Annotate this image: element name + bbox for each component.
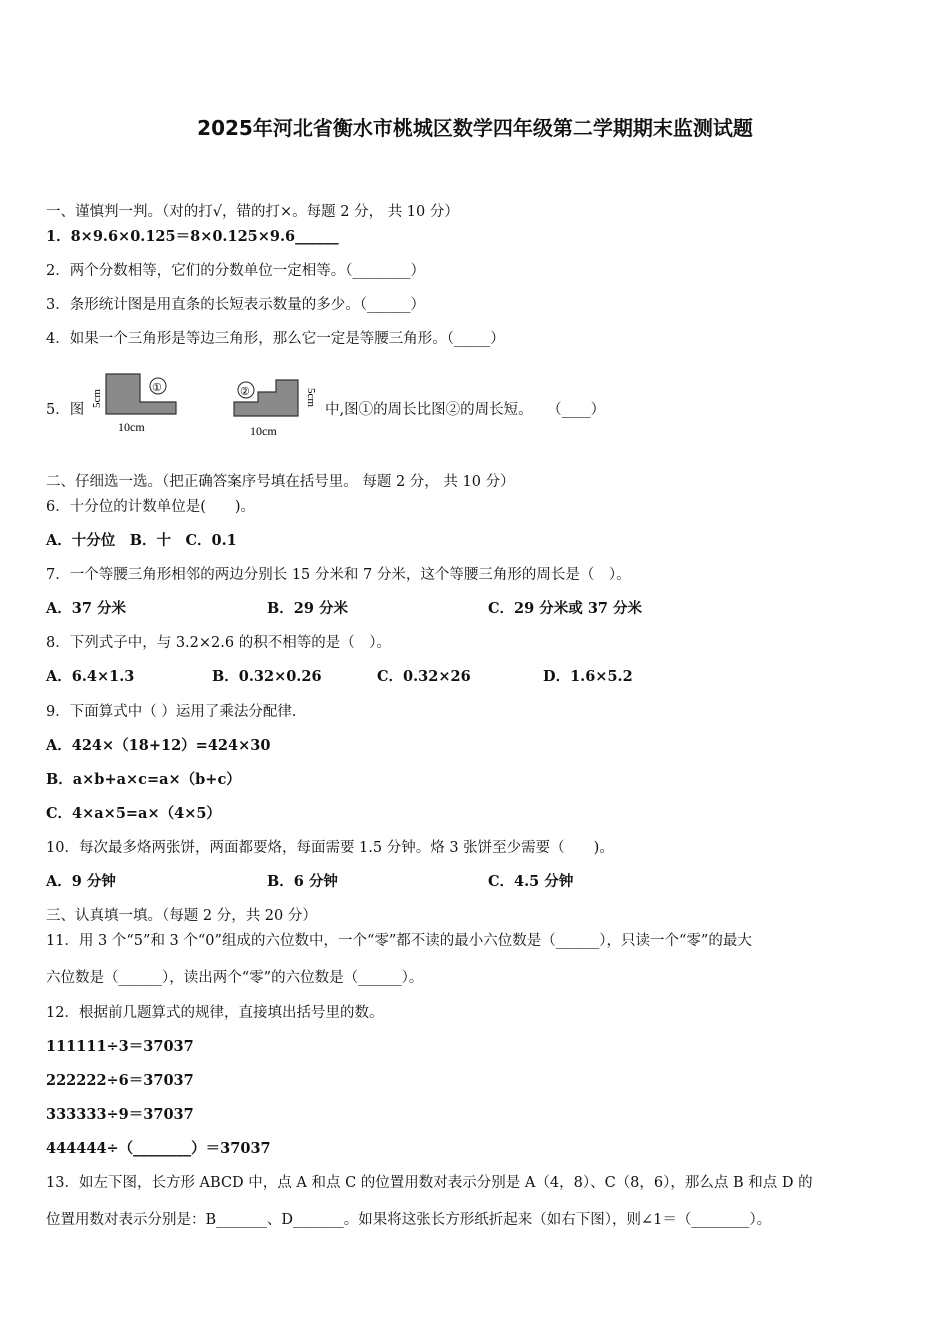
question-9: 9．下面算式中（ ）运用了乘法分配律. bbox=[46, 704, 297, 720]
question-7-option-b: B．29 分米 bbox=[267, 600, 348, 617]
section2-heading: 二、仔细选一选。（把正确答案序号填在括号里。 每题 2 分， 共 10 分） bbox=[46, 474, 515, 490]
question-5-prefix: 5．图 bbox=[46, 402, 85, 418]
question-12: 12．根据前几题算式的规律，直接填出括号里的数。 bbox=[46, 1005, 384, 1021]
question-12-line-4: 444444÷（________）＝37037 bbox=[46, 1140, 271, 1157]
question-4: 4．如果一个三角形是等边三角形，那么它一定是等腰三角形。（_____） bbox=[46, 331, 505, 347]
question-7-option-c: C．29 分米或 37 分米 bbox=[488, 600, 643, 617]
question-1: 1．8×9.6×0.125＝8×0.125×9.6______ bbox=[46, 228, 339, 245]
question-8-option-a: A．6.4×1.3 bbox=[46, 668, 135, 685]
question-9-option-c: C．4×a×5=a×（4×5） bbox=[46, 805, 221, 822]
question-11-line-2: 六位数是（______），读出两个“零”的六位数是（______）。 bbox=[46, 970, 424, 986]
question-6-options: A．十分位 B．十 C．0.1 bbox=[46, 532, 237, 549]
question-12-line-2: 222222÷6＝37037 bbox=[46, 1072, 194, 1089]
question-10-option-b: B．6 分钟 bbox=[267, 873, 338, 890]
question-9-option-a: A．424×（18+12）=424×30 bbox=[46, 737, 271, 754]
question-12-line-1: 111111÷3＝37037 bbox=[46, 1038, 194, 1055]
question-10: 10．每次最多烙两张饼，两面都要烙，每面需要 1.5 分钟。烙 3 张饼至少需要（ )。 bbox=[46, 840, 614, 856]
question-13-line-2: 位置用数对表示分别是：B_______、D_______。如果将这张长方形纸折起来（如右下图），则∠1＝（________）。 bbox=[46, 1212, 772, 1228]
question-10-option-a: A．9 分钟 bbox=[46, 873, 116, 890]
figure-1-label: ① bbox=[152, 382, 162, 394]
figure-2-bottom: 10cm bbox=[250, 424, 277, 438]
figure-2-label: ② bbox=[240, 386, 250, 398]
question-10-option-c: C．4.5 分钟 bbox=[488, 873, 574, 890]
figure-1-bottom: 10cm bbox=[118, 420, 145, 434]
figure-2 bbox=[228, 372, 324, 444]
figure-2-side: 5cm bbox=[305, 388, 317, 407]
question-12-line-3: 333333÷9＝37037 bbox=[46, 1106, 194, 1123]
question-8-option-d: D．1.6×5.2 bbox=[543, 668, 633, 685]
question-6: 6．十分位的计数单位是( )。 bbox=[46, 499, 256, 515]
question-8-option-b: B．0.32×0.26 bbox=[212, 668, 322, 685]
question-3: 3．条形统计图是用直条的长短表示数量的多少。（______） bbox=[46, 297, 425, 313]
section1-heading: 一、谨慎判一判。（对的打√，错的打×。每题 2 分， 共 10 分） bbox=[46, 204, 459, 220]
figure-1 bbox=[88, 368, 188, 440]
question-9-option-b: B．a×b+a×c=a×（b+c） bbox=[46, 771, 241, 788]
figure-1-side: 5cm bbox=[91, 389, 103, 408]
question-5-suffix: 中,图①的周长比图②的周长短。 （____） bbox=[325, 402, 606, 418]
question-13-line-1: 13．如左下图，长方形 ABCD 中，点 A 和点 C 的位置用数对表示分别是 A（4，8）、C（8，6），那么点 B 和点 D 的 bbox=[46, 1175, 813, 1191]
question-8: 8．下列式子中，与 3.2×2.6 的积不相等的是（ ）。 bbox=[46, 635, 391, 651]
figure-1-shape bbox=[106, 374, 176, 414]
section3-heading: 三、认真填一填。（每题 2 分，共 20 分） bbox=[46, 908, 317, 924]
page-title: 2025年河北省衡水市桃城区数学四年级第二学期期末监测试题 bbox=[197, 116, 753, 140]
question-7: 7．一个等腰三角形相邻的两边分别长 15 分米和 7 分米，这个等腰三角形的周长是（ ）。 bbox=[46, 567, 631, 583]
question-8-option-c: C．0.32×26 bbox=[377, 668, 471, 685]
question-2: 2．两个分数相等，它们的分数单位一定相等。（________） bbox=[46, 263, 425, 279]
question-7-option-a: A．37 分米 bbox=[46, 600, 126, 617]
question-11-line-1: 11．用 3 个“5”和 3 个“0”组成的六位数中，一个“零”都不读的最小六位数是（______），只读一个“零”的最大 bbox=[46, 933, 752, 949]
